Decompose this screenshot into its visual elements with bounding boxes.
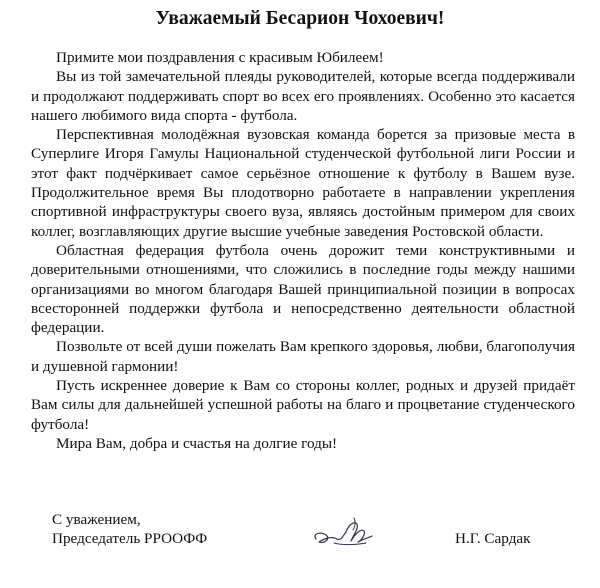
paragraph-federation: Областная федерация футбола очень дорожит теми конструктивными и доверительными отношениями, что сложились в последние годы между нашими организациями во многом благодаря Вашей принципиальной позиции в вопросах всесторонней поддержки футбола и непосредственно деятельности областной федерации. xyxy=(31,241,575,337)
paragraph-team: Перспективная молодёжная вузовская команда борется за призовые места в Суперлиге Игоря Гамулы Национальной студенческой футбольной лиги России и этот факт подчёркивает самое серьёзное отношение к футболу в Вашем вузе. Продолжительное время Вы плодотворно работаете в направлении укрепления спортивной инфраструктуры своего вуза, являясь достойным примером для своих коллег, возглавляющих другие высшие учебные заведения Ростовской области. xyxy=(31,126,575,240)
letter-title: Уважаемый Бесарион Чохоевич! xyxy=(155,8,445,29)
handwritten-signature xyxy=(310,512,378,552)
paragraph-wishes: Позвольте от всей души пожелать Вам крепкого здоровья, любви, благополучия и душевной гармонии! xyxy=(31,338,575,375)
paragraph-greeting: Примите мои поздравления с красивым Юбилеем! xyxy=(56,49,384,66)
closing-phrase: С уважением, xyxy=(52,511,141,528)
paragraph-trust: Пусть искреннее доверие к Вам со стороны коллег, родных и друзей придаёт Вам силы для дальнейшей успешной работы на благо и процветание студенческого футбола! xyxy=(31,377,575,433)
paragraph-peace: Мира Вам, добра и счастья на долгие годы! xyxy=(56,434,338,452)
paragraph-leaders: Вы из той замечательной плеяды руководителей, которые всегда поддерживали и продолжают поддерживать спорт во всех его проявлениях. Особенно это касается нашего любимого вида спорта - футбола. xyxy=(31,68,575,124)
signer-name: Н.Г. Сардак xyxy=(455,530,531,547)
signer-role: Председатель РРООФФ xyxy=(52,530,208,547)
letter-body xyxy=(31,48,575,453)
